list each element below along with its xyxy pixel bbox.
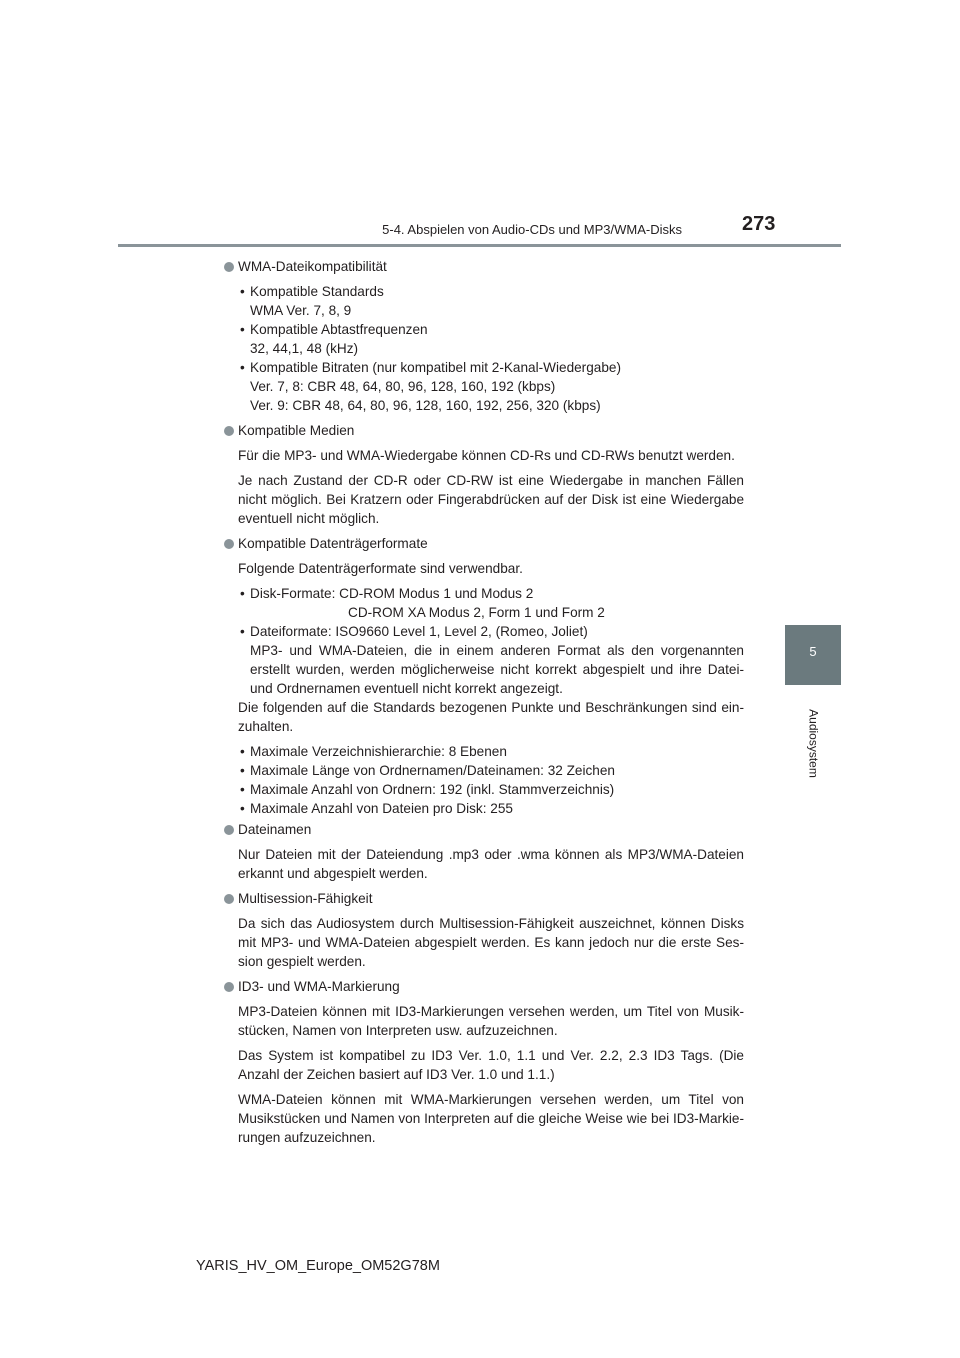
paragraph: Folgende Datenträgerformate sind verwendbar. xyxy=(238,561,523,576)
section-title-multisession: Multisession-Fähigkeit xyxy=(224,889,744,908)
paragraph: Für die MP3- und WMA-Wiedergabe können CD-Rs und CD-RWs benutzt werden. xyxy=(238,448,735,463)
section-title-media: Kompatible Medien xyxy=(224,421,744,440)
list-item: • Dateiformate: ISO9660 Level 1, Level 2, (Romeo, Joliet) xyxy=(238,622,744,641)
chapter-tab-number: 5 xyxy=(809,644,817,659)
paragraph: Nur Dateien mit der Dateiendung .mp3 oder .wma können als MP3/WMA-Dateien erkannt und abgespielt werden. xyxy=(238,847,744,881)
footer-doc-id: YARIS_HV_OM_Europe_OM52G78M xyxy=(196,1258,440,1274)
section-title-tags: ID3- und WMA-Markierung xyxy=(224,977,744,996)
list-item: • Kompatible Standards xyxy=(238,282,744,301)
list-item: • Maximale Anzahl von Ordnern: 192 (inkl. Stammverzeichnis) xyxy=(238,780,744,799)
paragraph: Je nach Zustand der CD-R oder CD-RW ist eine Wiedergabe in manchen Fällen nicht möglich. Bei Kratzern oder Fingerabdrücken auf der Disk ist eine Wiedergabe eventuell nicht möglich. xyxy=(238,473,744,526)
paragraph: WMA-Dateien können mit WMA-Markierungen versehen werden, um Titel von Musikstücken und Namen von Interpreten auf die gleiche Weise wie bei ID3-Markie-rungen aufzuzeichnen. xyxy=(238,1092,744,1145)
section-title-wma: WMA-Dateikompatibilität xyxy=(224,257,744,276)
paragraph: Da sich das Audiosystem durch Multisession-Fähigkeit auszeichnet, können Disks mit MP3- und WMA-Dateien abgespielt werden. Es kann jedoch nur die erste Ses-sion gespielt werden. xyxy=(238,916,744,969)
list-item: • Kompatible Bitraten (nur kompatibel mit 2-Kanal-Wiedergabe) xyxy=(238,358,744,377)
list-item: • Maximale Anzahl von Dateien pro Disk: 255 xyxy=(238,799,744,818)
section-title-formats: Kompatible Datenträgerformate xyxy=(224,534,744,553)
list-item-detail: WMA Ver. 7, 8, 9 xyxy=(250,303,352,318)
list-item: • Maximale Länge von Ordnernamen/Dateinamen: 32 Zeichen xyxy=(238,761,744,780)
list-item: • Disk-Formate: CD-ROM Modus 1 und Modus 2 xyxy=(238,584,744,603)
section-title-filenames: Dateinamen xyxy=(224,820,744,839)
list-item-detail: Ver. 7, 8: CBR 48, 64, 80, 96, 128, 160, 192 (kbps) xyxy=(250,379,556,394)
list-item-detail: MP3- und WMA-Dateien, die in einem anderen Format als den vorgenannten erstellt wurden, werden möglicherweise nicht korrekt abgespielt und ihre Datei- und Ordnernamen eventuell nicht korrekt angezeigt. xyxy=(250,643,744,696)
header-section-title: 5-4. Abspielen von Audio-CDs und MP3/WMA-Disks xyxy=(382,222,682,237)
list-item-detail: CD-ROM XA Modus 2, Form 1 und Form 2 xyxy=(348,605,605,620)
formats-list xyxy=(238,584,744,698)
paragraph: MP3-Dateien können mit ID3-Markierungen versehen werden, um Titel von Musik-stücken, Namen von Interpreten usw. aufzuzeichnen. xyxy=(238,1004,744,1038)
wma-list xyxy=(238,282,744,415)
page-number: 273 xyxy=(742,213,776,235)
list-item-detail: 32, 44,1, 48 (kHz) xyxy=(250,341,359,356)
list-item: • Kompatible Abtastfrequenzen xyxy=(238,320,744,339)
list-item-detail: Ver. 9: CBR 48, 64, 80, 96, 128, 160, 192, 256, 320 (kbps) xyxy=(250,398,601,413)
page-content xyxy=(224,255,744,1147)
list-item: • Maximale Verzeichnishierarchie: 8 Ebenen xyxy=(238,742,744,761)
paragraph: Die folgenden auf die Standards bezogenen Punkte und Beschränkungen sind ein-zuhalten. xyxy=(238,700,744,734)
paragraph: Das System ist kompatibel zu ID3 Ver. 1.0, 1.1 und Ver. 2.2, 2.3 ID3 Tags. (Die Anzahl der Zeichen basiert auf ID3 Ver. 1.0 und 1.1.) xyxy=(238,1048,744,1082)
header-divider xyxy=(118,244,841,247)
limits-list xyxy=(238,742,744,818)
chapter-tab-label: Audiosystem xyxy=(806,709,821,778)
